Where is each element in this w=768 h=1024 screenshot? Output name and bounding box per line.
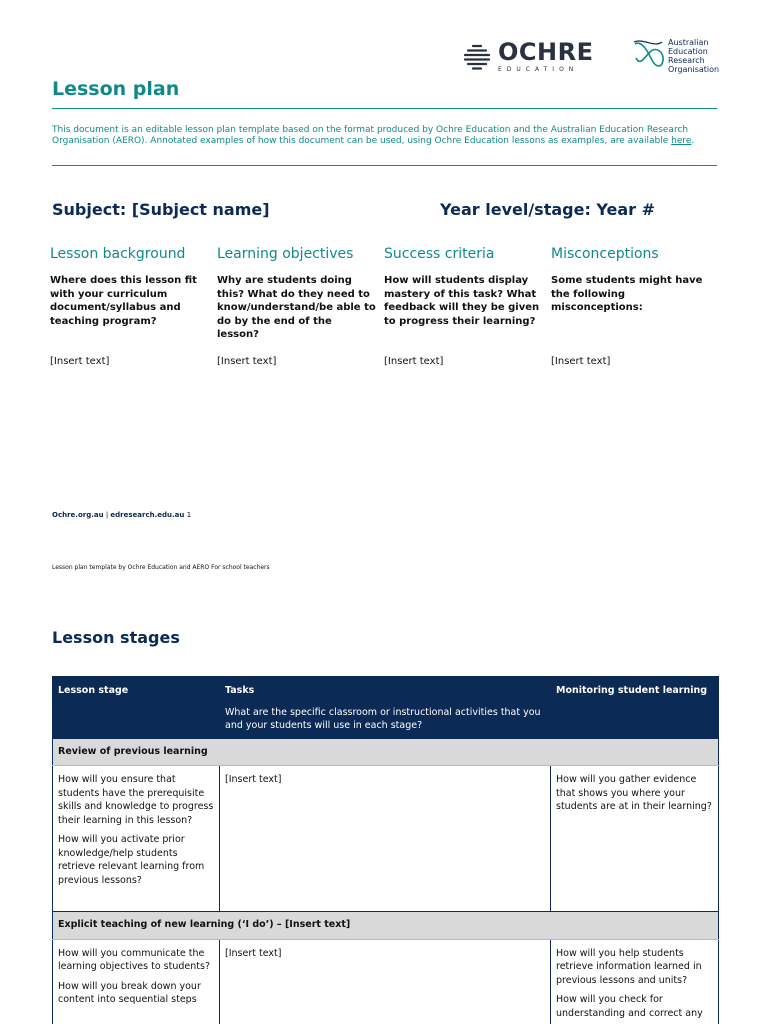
table-header-row <box>53 677 719 739</box>
stage-question: How will you break down your content into sequential steps <box>58 980 201 1005</box>
aero-logo <box>632 38 719 74</box>
divider <box>52 165 717 166</box>
column-misconceptions <box>551 246 711 367</box>
section-title: Review of previous learning <box>53 738 719 766</box>
monitoring-cell <box>551 766 719 912</box>
ochre-name: OCHRE <box>498 38 594 66</box>
link-separator: | <box>103 511 111 519</box>
column-success-criteria <box>384 246 544 367</box>
aero-website-link[interactable]: edresearch.edu.au <box>110 511 185 519</box>
aero-swirl-icon <box>632 38 666 70</box>
column-lesson-background <box>50 246 210 367</box>
intro-end: . <box>691 136 695 146</box>
insert-text-field[interactable]: [Insert text] <box>217 356 277 367</box>
column-heading: Learning objectives <box>217 246 354 262</box>
table-row <box>53 939 719 1024</box>
aero-line: Organisation <box>668 65 720 74</box>
aero-line: Education <box>668 47 708 56</box>
here-link[interactable]: here <box>671 136 692 146</box>
column-question: Why are students doing this? What do they need to know/understand/be able to do by the end of the lesson? <box>217 275 376 340</box>
footer-note: Lesson plan template by Ochre Education and AERO For school teachers <box>52 564 270 571</box>
tasks-cell[interactable] <box>220 766 551 912</box>
column-question: Some students might have the following misconceptions: <box>551 275 703 313</box>
ochre-subtitle: EDUCATION <box>498 66 579 73</box>
aero-line: Research <box>668 56 705 65</box>
column-question: How will students display mastery of this task? What feedback will they be given to progress their learning? <box>384 275 540 327</box>
page-number: 1 <box>186 511 192 519</box>
insert-text-field[interactable]: [Insert text] <box>551 356 611 367</box>
lesson-stages-table <box>52 676 719 1024</box>
insert-text-field[interactable]: [Insert text] <box>225 774 282 785</box>
document-title: Lesson plan <box>52 78 180 100</box>
header-monitoring <box>551 677 719 739</box>
stage-question: How will you ensure that students have the prerequisite skills and knowledge to progress their learning in this lesson? <box>58 774 214 826</box>
ochre-website-link[interactable]: Ochre.org.au <box>52 511 104 519</box>
column-question: Where does this lesson fit with your curriculum document/syllabus and teaching program? <box>50 275 197 327</box>
column-learning-objectives <box>217 246 377 367</box>
tasks-cell[interactable] <box>220 939 551 1024</box>
monitoring-question: How will you gather evidence that shows you where your students are at in their learning? <box>556 774 712 812</box>
subject-heading: Subject: [Subject name] <box>52 200 270 219</box>
monitoring-question: How will you check for understanding and correct any <box>556 994 703 1019</box>
stage-question: How will you activate prior knowledge/help students retrieve relevant learning from previous lessons? <box>58 834 205 886</box>
header-label: Lesson stage <box>58 685 129 696</box>
header-label: Monitoring student learning <box>556 685 708 696</box>
column-heading: Success criteria <box>384 246 495 262</box>
column-heading: Misconceptions <box>551 246 659 262</box>
insert-text-field[interactable]: [Insert text] <box>225 947 282 959</box>
intro-text: This document is an editable lesson plan template based on the format produced by Ochre Education and the Australian Education Research Organisation (AERO). Annotated examples of how this document can be used, using Ochre Education lessons as examples, are available <box>52 125 689 146</box>
monitoring-cell <box>551 939 719 1024</box>
stage-cell <box>53 766 220 912</box>
header-lesson-stage <box>53 677 220 739</box>
divider <box>52 108 717 109</box>
stage-cell <box>53 939 220 1024</box>
ochre-globe-icon <box>462 42 492 72</box>
section-row <box>53 738 719 766</box>
section-row <box>53 912 719 940</box>
stage-question: How will you communicate the learning objectives to students? <box>58 947 210 972</box>
year-level-heading: Year level/stage: Year # <box>440 200 656 219</box>
insert-text-field[interactable]: [Insert text] <box>384 356 444 367</box>
header-label: Tasks <box>225 685 255 696</box>
section-title: Explicit teaching of new learning (‘I do’) – [Insert text] <box>53 912 719 940</box>
lesson-stages-heading: Lesson stages <box>52 628 180 647</box>
insert-text-field[interactable]: [Insert text] <box>50 356 110 367</box>
intro-paragraph <box>52 125 717 147</box>
aero-name <box>668 38 719 74</box>
column-heading: Lesson background <box>50 246 186 262</box>
footer-links <box>52 511 191 519</box>
header-description: What are the specific classroom or instructional activities that you and your students will use in each stage? <box>225 706 541 731</box>
table-row <box>53 766 719 912</box>
monitoring-question: How will you help students retrieve information learned in previous lessons and units? <box>556 947 702 986</box>
ochre-education-logo <box>462 40 593 73</box>
header-tasks <box>220 677 551 739</box>
aero-line: Australian <box>668 38 709 47</box>
